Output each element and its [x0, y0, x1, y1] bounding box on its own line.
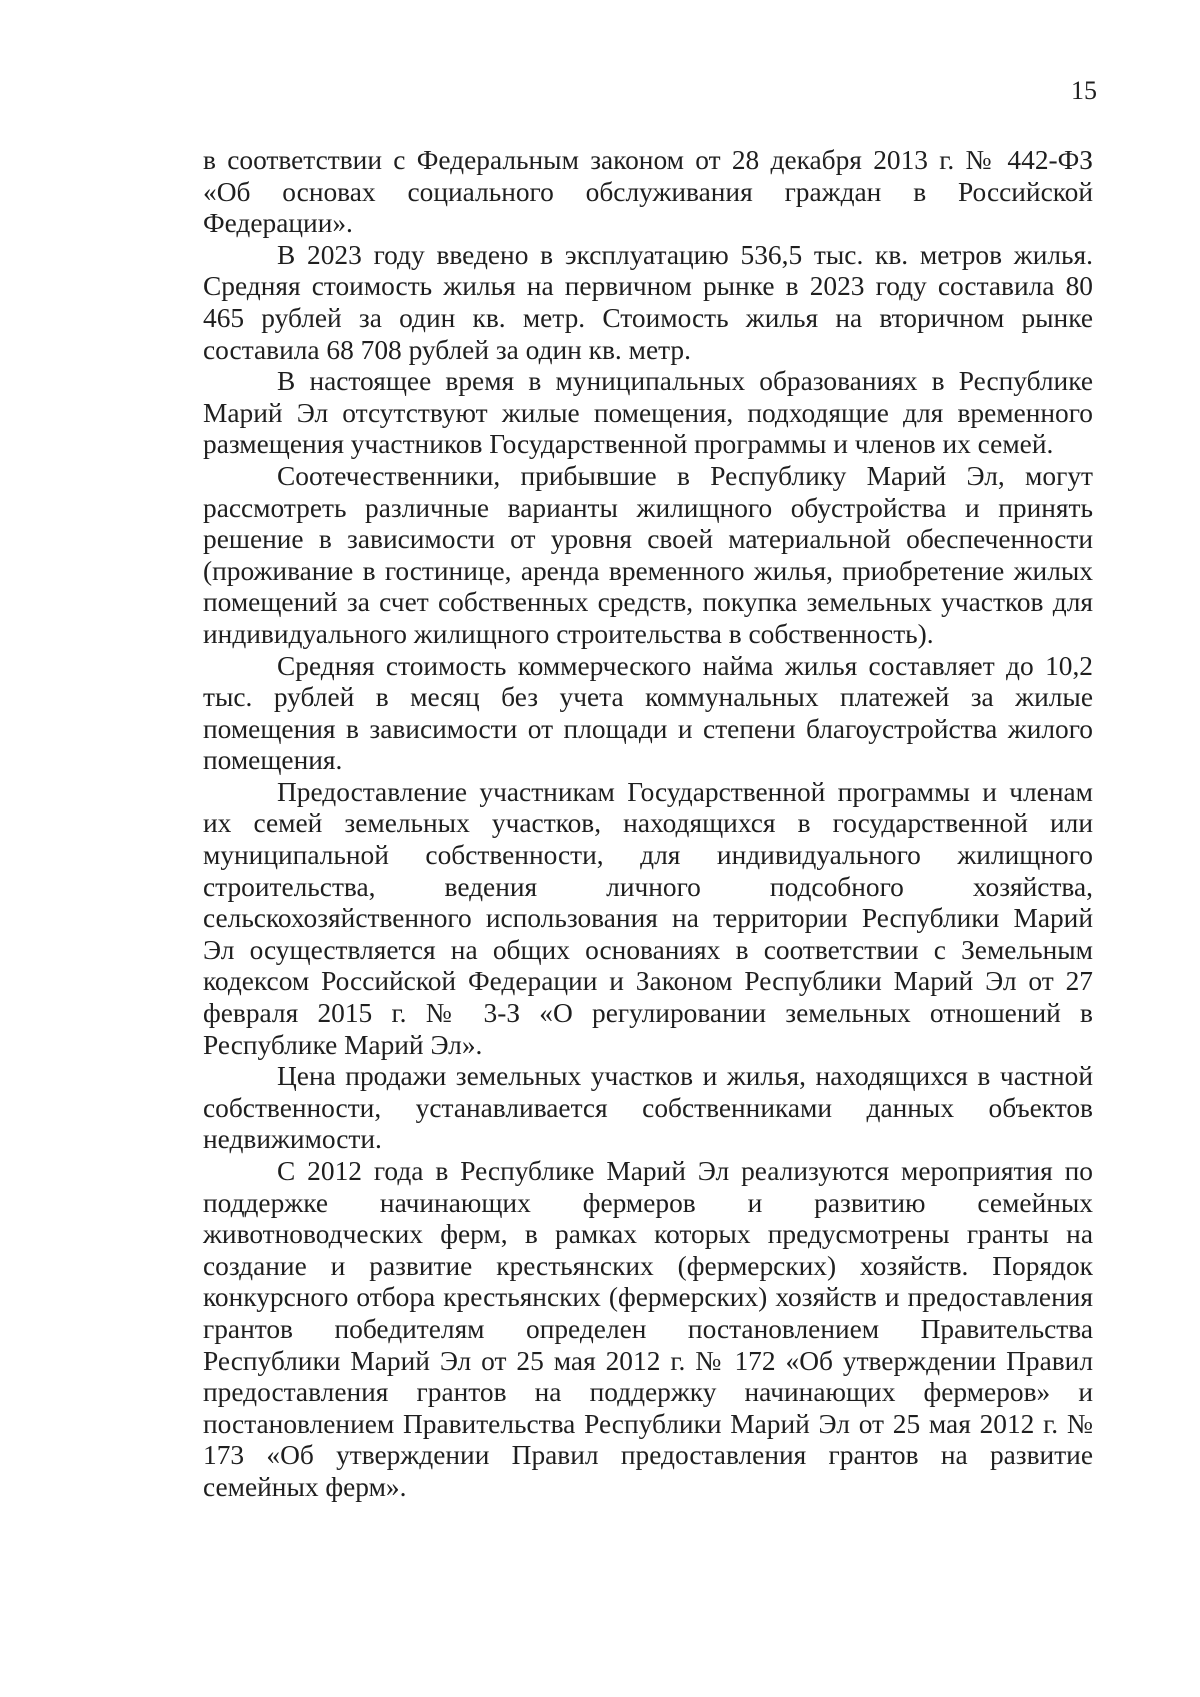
page-number: 15 — [1071, 76, 1097, 105]
paragraph-5: Средняя стоимость коммерческого найма жилья составляет до 10,2 тыс. рублей в месяц без учета коммунальных платежей за жилые помещения в зависимости от площади и степени благоустройства жилого помещения. — [203, 650, 1093, 776]
paragraph-2: В 2023 году введено в эксплуатацию 536,5 тыс. кв. метров жилья. Средняя стоимость жилья на первичном рынке в 2023 году составила 80 465 рублей за один кв. метр. Стоимость жилья на вторичном рынке составила 68 708 рублей за один кв. метр. — [203, 239, 1093, 365]
paragraph-6: Предоставление участникам Государственной программы и членам их семей земельных участков, находящихся в государственной или муниципальной собственности, для индивидуального жилищного строительства, ведения личного подсобного хозяйства, сельскохозяйственного использования на территории Республики Марий Эл осуществляется на общих основаниях в соответствии с Земельным кодексом Российской Федерации и Законом Республики Марий Эл от 27 февраля 2015 г. № 3-З «О регулировании земельных отношений в Республике Марий Эл». — [203, 776, 1093, 1060]
paragraph-7: Цена продажи земельных участков и жилья, находящихся в частной собственности, устанавливается собственниками данных объектов недвижимости. — [203, 1061, 1093, 1155]
paragraph-3: В настоящее время в муниципальных образованиях в Республике Марий Эл отсутствуют жилые помещения, подходящие для временного размещения участников Государственной программы и членов их семей. — [203, 366, 1093, 460]
paragraph-4: Соотечественники, прибывшие в Республику Марий Эл, могут рассмотреть различные варианты жилищного обустройства и принять решение в зависимости от уровня своей материальной обеспеченности (проживание в гостинице, аренда временного жилья, приобретение жилых помещений за счет собственных средств, покупка земельных участков для индивидуального жилищного строительства в собственность). — [203, 460, 1093, 649]
document-body — [203, 145, 1093, 1504]
paragraph-8: С 2012 года в Республике Марий Эл реализуются мероприятия по поддержке начинающих фермеров и развитию семейных животноводческих ферм, в рамках которых предусмотрены гранты на создание и развитие крестьянских (фермерских) хозяйств. Порядок конкурсного отбора крестьянских (фермерских) хозяйств и предоставления грантов победителям определен постановлением Правительства Республики Марий Эл от 25 мая 2012 г. № 172 «Об утверждении Правил предоставления грантов на поддержку начинающих фермеров» и постановлением Правительства Республики Марий Эл от 25 мая 2012 г. № 173 «Об утверждении Правил предоставления грантов на развитие семейных ферм». — [203, 1156, 1093, 1502]
paragraph-1: в соответствии с Федеральным законом от 28 декабря 2013 г. № 442-ФЗ «Об основах социального обслуживания граждан в Российской Федерации». — [203, 145, 1093, 239]
